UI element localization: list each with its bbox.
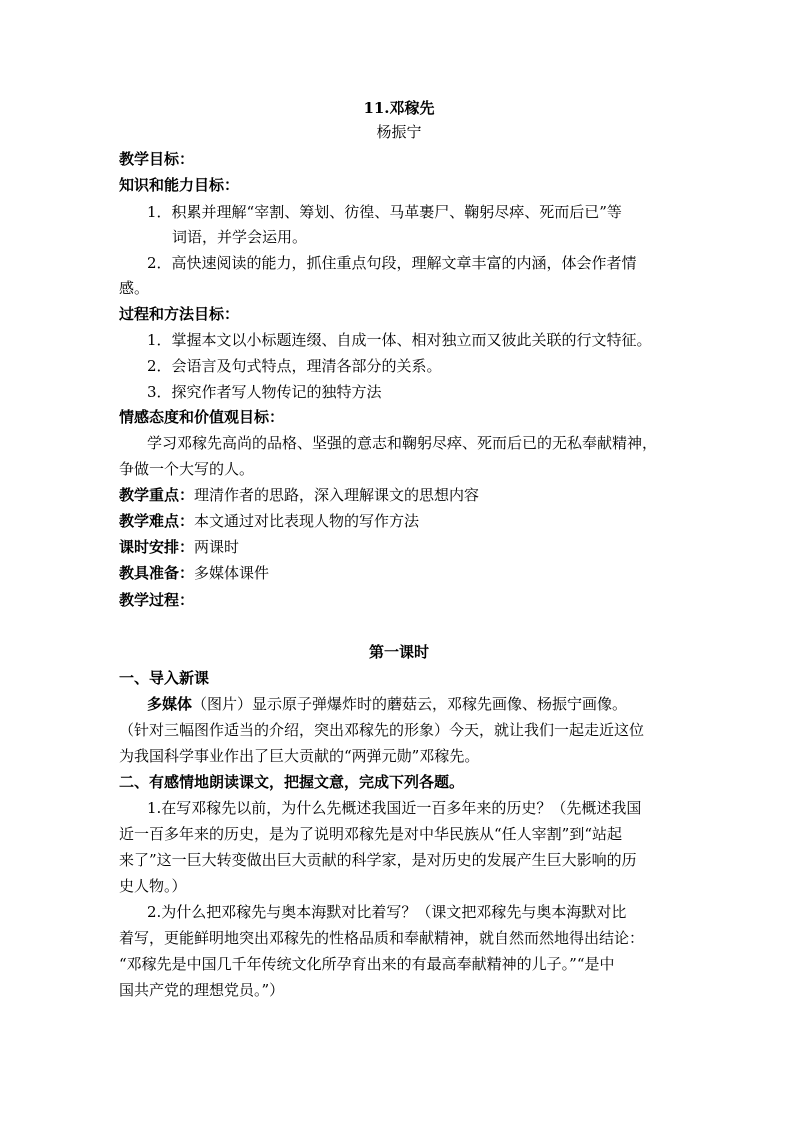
question-2-line-4: 国共产党的理想党员。”） [119,981,285,999]
lesson-title: 11.邓稼先 [363,99,435,117]
question-1-line-1: 1.在写邓稼先以前，为什么先概述我国近一百多年来的历史？（先概述我国 [147,799,642,817]
emotion-line-2: 争做一个大写的人。 [119,460,255,478]
emotion-line-1: 学习邓稼先高尚的品格、坚强的意志和鞠躬尽瘁、死而后已的无私奉献精神， [147,434,658,452]
part-1-heading: 一、导入新课 [119,669,210,687]
teaching-difficulty-label: 教学难点： [119,512,195,530]
teaching-focus-label: 教学重点： [119,486,195,504]
part-1-line-3: 为我国科学事业作出了巨大贡献的“两弹元勋”邓稼先。 [119,747,480,765]
knowledge-item-1-line-2: 词语，并学会运用。 [172,228,308,246]
process-item-3: 3．探究作者写人物传记的独特方法 [147,383,382,401]
question-2-line-3: “邓稼先是中国几千年传统文化所孕育出来的有最高奉献精神的儿子。”“是中 [119,955,615,973]
teaching-difficulty [119,509,679,533]
part-1-line-1 [147,692,677,716]
question-1-line-3: 来了”这一巨大转变做出巨大贡献的科学家，是对历史的发展产生巨大影响的历 [119,851,637,869]
question-1-line-4: 史人物。） [119,877,187,895]
emotion-goals-heading: 情感态度和价值观目标： [119,408,285,426]
teaching-focus-value: 理清作者的思路，深入理解课文的思想内容 [194,486,480,504]
process-goals-heading: 过程和方法目标： [119,305,240,323]
class-schedule-value: 两课时 [194,538,240,556]
lesson-1-heading: 第一课时 [368,643,429,661]
teaching-process-heading: 教学过程： [119,591,195,609]
teaching-tools-label: 教具准备： [119,564,195,582]
question-2-line-1: 2.为什么把邓稼先与奥本海默对比着写？（课文把邓稼先与奥本海默对比 [147,903,627,921]
question-1-line-2: 近一百多年来的历史，是为了说明邓稼先是对中华民族从“任人宰割”到“站起 [119,825,623,843]
knowledge-item-2-line-2: 感。 [119,279,150,297]
part-1-line-2: （针对三幅图作适当的介绍，突出邓稼先的形象）今天，就让我们一起走近这位 [119,721,645,739]
author-name: 杨振宁 [376,123,422,141]
question-2-line-2: 着写，更能鲜明地突出邓稼先的性格品质和奉献精神，就自然而然地得出结论： [119,929,645,947]
knowledge-item-2-line-1: 2．高快速阅读的能力，抓住重点句段，理解文章丰富的内涵，体会作者情 [147,254,637,272]
process-item-1: 1．掌握本文以小标题连缀、自成一体、相对独立而又彼此关联的行文特征。 [147,331,652,349]
class-schedule [119,535,679,559]
teaching-tools-value: 多媒体课件 [194,564,270,582]
class-schedule-label: 课时安排： [119,538,195,556]
knowledge-item-1-line-1: 1．积累并理解“宰割、筹划、彷徨、马革裹尸、鞠躬尽瘁、死而后已”等 [147,203,622,221]
knowledge-goals-heading: 知识和能力目标： [119,176,240,194]
teaching-tools [119,561,679,585]
goals-heading: 教学目标： [119,150,195,168]
process-item-2: 2．会语言及句式特点，理清各部分的关系。 [147,357,442,375]
part-1-line-1-text: （图片）显示原子弹爆炸时的蘑菇云，邓稼先画像、杨振宁画像。 [192,695,628,713]
teaching-difficulty-value: 本文通过对比表现人物的写作方法 [194,512,420,530]
part-2-heading: 二、有感情地朗读课文，把握文意，完成下列各题。 [119,773,465,791]
teaching-focus [119,483,679,507]
multimedia-label: 多媒体 [147,695,193,713]
